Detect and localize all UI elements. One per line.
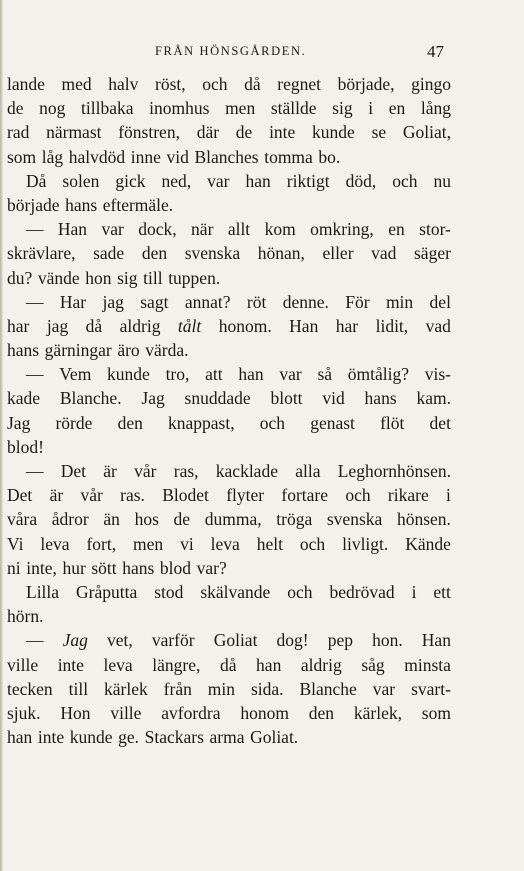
word: sig <box>332 98 353 119</box>
word: från <box>163 678 192 699</box>
word: flöt <box>380 412 405 433</box>
word: pep <box>327 630 353 651</box>
word: och <box>287 581 313 602</box>
word: du? <box>7 267 33 288</box>
word: då <box>85 315 103 336</box>
word: honom <box>240 702 289 723</box>
emphasized-word: tålt <box>177 315 202 336</box>
word: de <box>7 98 24 119</box>
word: aldrig <box>300 654 342 675</box>
word: och <box>392 170 418 191</box>
word: leva <box>40 533 70 554</box>
word: gick <box>115 170 146 191</box>
text-line <box>7 725 451 749</box>
word: närmast <box>46 122 102 143</box>
word: sött <box>91 557 117 578</box>
word: stor- <box>419 219 451 240</box>
word: det <box>429 412 451 433</box>
word: när <box>191 219 214 240</box>
word: ville <box>110 702 142 723</box>
word: honom. <box>218 315 272 336</box>
text-line <box>7 96 451 120</box>
word: han <box>256 654 282 675</box>
word: i <box>446 485 451 506</box>
word: hon <box>85 267 112 288</box>
text-line <box>7 677 451 701</box>
word: och <box>345 485 371 506</box>
word: skrävlare, <box>7 243 76 264</box>
text-line <box>7 193 451 217</box>
word: blod! <box>7 436 44 457</box>
word: denne. <box>282 291 329 312</box>
word: tro, <box>165 364 190 385</box>
word: var? <box>196 557 227 578</box>
word: kärlek, <box>353 702 402 723</box>
word: leva <box>103 654 133 675</box>
word: men <box>225 98 256 119</box>
word: hönan, <box>257 243 305 264</box>
text-line <box>7 145 451 169</box>
word: kom <box>264 219 296 240</box>
text-line <box>7 580 451 604</box>
word: vid <box>322 388 345 409</box>
word: vad <box>425 315 451 336</box>
word: Hon <box>60 702 91 723</box>
word: säger <box>414 243 451 264</box>
word: Goliat, <box>402 122 451 143</box>
word: hans <box>65 194 98 215</box>
word: ställde <box>270 98 317 119</box>
word: min <box>207 678 236 699</box>
word: längre, <box>152 654 201 675</box>
word: Det <box>7 485 33 506</box>
word: sade <box>93 243 125 264</box>
word <box>178 314 201 338</box>
word: inte <box>57 654 84 675</box>
word: var <box>372 678 396 699</box>
word: inte <box>269 122 296 143</box>
text-line <box>7 314 451 338</box>
word: kunde <box>69 727 113 748</box>
word: hans <box>7 340 40 361</box>
word: ett <box>433 581 451 602</box>
word: hos <box>134 509 159 530</box>
word: annat? <box>184 291 231 312</box>
text-line <box>7 72 451 96</box>
word: livligt. <box>342 533 389 554</box>
word: fortare <box>281 485 329 506</box>
word: vad <box>371 243 397 264</box>
word: vis- <box>424 364 451 385</box>
word: Det <box>60 461 87 481</box>
word: Har <box>59 291 87 312</box>
word: tillbaka <box>81 98 134 119</box>
word: skälvande <box>200 581 271 602</box>
word: — <box>26 461 44 481</box>
word: men <box>133 533 164 554</box>
word: Stackars <box>144 727 204 748</box>
word: Blanche. <box>59 388 122 409</box>
word: Han <box>421 630 451 651</box>
word: ni <box>7 557 21 578</box>
word: nu <box>433 170 451 191</box>
word: de <box>235 122 253 143</box>
word: Goliat. <box>250 727 299 748</box>
emphasized-word: Jag <box>62 630 88 651</box>
word: den <box>308 702 335 723</box>
word: hans <box>364 388 397 409</box>
word: alla <box>295 461 321 481</box>
word: ned, <box>161 170 192 191</box>
text-line <box>7 628 451 652</box>
word: — <box>26 364 44 385</box>
word: inte, <box>26 557 57 578</box>
word: Lilla <box>26 581 60 602</box>
word: de <box>173 509 191 530</box>
word: kam. <box>416 388 451 409</box>
word: röst, <box>155 74 186 94</box>
word: rad <box>7 122 30 143</box>
word: vår <box>80 485 103 506</box>
word: se <box>371 122 387 143</box>
word: stod <box>154 581 184 602</box>
word: rikare <box>387 485 429 506</box>
word: är <box>49 485 64 506</box>
word: dock, <box>138 219 177 240</box>
word: Goliat <box>213 630 258 651</box>
word: började <box>7 194 60 215</box>
word: med <box>61 74 92 94</box>
word: Han <box>57 219 88 240</box>
text-line <box>7 386 451 410</box>
word: än <box>103 509 120 530</box>
word: gärningar <box>44 340 112 361</box>
word: aldrig <box>119 315 161 336</box>
running-head: FRÅN HÖNSGÅRDEN. <box>155 44 307 58</box>
text-line <box>7 120 451 144</box>
text-line <box>7 266 451 290</box>
page-header <box>0 42 524 64</box>
text-line <box>7 435 451 459</box>
word: vi <box>180 533 194 554</box>
word: eftermäle. <box>102 194 174 215</box>
word: hur <box>62 557 86 578</box>
word: tröga <box>276 509 313 530</box>
word: han <box>238 364 264 385</box>
text-line <box>7 169 451 193</box>
word: svenska <box>184 243 241 264</box>
word: del <box>429 291 451 312</box>
word: inte <box>37 727 65 748</box>
word: kade <box>7 388 41 409</box>
word: Vi <box>7 533 24 554</box>
word: arma <box>209 727 245 748</box>
word: inomhus <box>149 98 210 119</box>
word: så <box>317 364 333 385</box>
word: eller <box>322 243 354 264</box>
word: vår <box>134 461 157 481</box>
word: blod <box>159 557 192 578</box>
word: kärlek <box>104 678 148 699</box>
word: dumma, <box>204 509 262 530</box>
text-line <box>7 507 451 531</box>
word: flyter <box>226 485 265 506</box>
word: vände <box>37 267 80 288</box>
word: den <box>117 412 143 433</box>
text-line <box>7 217 451 241</box>
word: till <box>143 267 163 288</box>
word: hon. <box>372 630 403 651</box>
word: jag <box>102 291 124 312</box>
word: han <box>245 170 271 191</box>
word: en <box>388 98 406 119</box>
word: fort, <box>86 533 117 554</box>
word: ras, <box>173 461 199 481</box>
word: som <box>421 702 451 723</box>
word: omkring, <box>310 219 374 240</box>
word: började, <box>337 74 395 94</box>
word: helt <box>256 533 283 554</box>
word: leva <box>210 533 240 554</box>
word: där <box>196 122 220 143</box>
text-line <box>7 411 451 435</box>
word: halvdöd <box>68 146 126 167</box>
word: till <box>68 678 89 699</box>
word: tuppen. <box>168 267 221 288</box>
word: hans <box>122 557 155 578</box>
word: ras. <box>120 485 145 506</box>
page-number: 47 <box>427 42 444 61</box>
word: kunde <box>107 364 150 385</box>
word: tecken <box>7 678 53 699</box>
word: solen <box>62 170 100 191</box>
word: vid <box>166 146 189 167</box>
word: — <box>26 219 44 240</box>
word: Jag <box>7 412 31 433</box>
word: är <box>103 461 117 481</box>
word: — <box>26 630 44 651</box>
word: avfordra <box>161 702 221 723</box>
word: lande <box>7 74 45 94</box>
word: och <box>202 74 228 94</box>
word: fönstren, <box>118 122 180 143</box>
word: bedrövad <box>329 581 395 602</box>
word: sida. <box>250 678 284 699</box>
word: halv <box>108 74 139 94</box>
word: bo. <box>318 146 341 167</box>
word: nog <box>39 98 66 119</box>
word: värda. <box>145 340 189 361</box>
word: som <box>7 146 37 167</box>
word: svart- <box>411 678 451 699</box>
text-line <box>7 532 451 556</box>
word: sjuk. <box>7 702 41 723</box>
word: lidit, <box>375 315 409 336</box>
word: den <box>141 243 168 264</box>
word: röt <box>246 291 267 312</box>
word: kunde <box>312 122 355 143</box>
word: äro <box>117 340 140 361</box>
text-line <box>7 338 451 362</box>
text-line <box>7 459 451 483</box>
text-line <box>7 290 451 314</box>
word: lång <box>420 98 451 119</box>
word: min <box>385 291 414 312</box>
text-line <box>7 362 451 386</box>
word: var <box>279 364 302 385</box>
word: var <box>207 170 230 191</box>
word: minsta <box>404 654 451 675</box>
word: ge. <box>118 727 139 748</box>
word: att <box>205 364 223 385</box>
word: kacklade <box>215 461 278 481</box>
word: knappast, <box>168 412 235 433</box>
word: Kände <box>405 533 451 554</box>
word: snuddade <box>184 388 251 409</box>
text-line <box>7 241 451 265</box>
word: Jag <box>141 388 165 409</box>
word: Han <box>289 315 319 336</box>
text-line <box>7 604 451 628</box>
word: Vem <box>59 364 92 385</box>
word: har <box>335 315 359 336</box>
word: Leghornhönsen. <box>337 461 451 481</box>
word: dog! <box>276 630 309 651</box>
word: i <box>368 98 374 119</box>
word: sig <box>117 267 138 288</box>
word: i <box>411 581 417 602</box>
word: ville <box>7 654 39 675</box>
word: svenska <box>326 509 383 530</box>
word: våra <box>7 509 38 530</box>
word <box>63 628 88 652</box>
word: ådror <box>51 509 89 530</box>
word: död, <box>345 170 377 191</box>
word: genast <box>310 412 355 433</box>
word: För <box>345 291 370 312</box>
word: en <box>388 219 405 240</box>
text-line <box>7 483 451 507</box>
word: inne <box>130 146 161 167</box>
word: tomma <box>264 146 313 167</box>
word: jag <box>46 315 69 336</box>
word: hörn. <box>7 606 44 627</box>
text-line <box>7 701 451 725</box>
word: allt <box>227 219 251 240</box>
word: Blanches <box>194 146 259 167</box>
body-text <box>7 72 451 749</box>
text-line <box>7 556 451 580</box>
word: Blodet <box>162 485 209 506</box>
word: Då <box>26 170 47 191</box>
word: då <box>244 74 261 94</box>
word: och <box>299 533 326 554</box>
word: såg <box>361 654 385 675</box>
word: varför <box>151 630 195 651</box>
word: riktigt <box>286 170 330 191</box>
page-binding-edge <box>0 0 3 871</box>
word: låg <box>41 146 64 167</box>
word: vet, <box>106 630 133 651</box>
word: då <box>219 654 237 675</box>
word: har <box>7 315 30 336</box>
word: sagt <box>140 291 169 312</box>
word: regnet <box>277 74 322 94</box>
word: han <box>7 727 33 748</box>
word: Blanche <box>299 678 357 699</box>
word: rörde <box>55 412 93 433</box>
word: blott <box>270 388 303 409</box>
word: hönsen. <box>396 509 451 530</box>
word: och <box>259 412 286 433</box>
word: var <box>101 219 124 240</box>
word: gingo <box>411 74 451 94</box>
word: ömtålig? <box>347 364 410 385</box>
text-line <box>7 653 451 677</box>
word: — <box>26 291 44 312</box>
word: Gråputta <box>76 581 138 602</box>
